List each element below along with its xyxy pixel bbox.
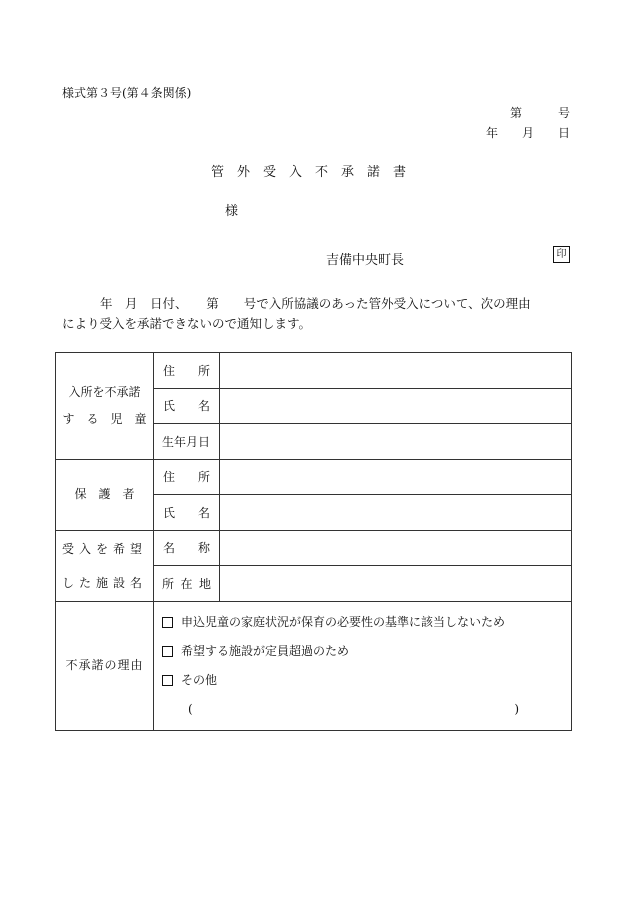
reason-option-3[interactable] xyxy=(162,666,563,695)
child-name-field[interactable] xyxy=(220,388,572,424)
label-char: 称 xyxy=(197,541,210,556)
reason-heading: 不承諾の理由 xyxy=(56,601,154,730)
form-reference: 様式第３号(第４条関係) xyxy=(62,86,192,100)
label-char: 住 xyxy=(163,363,176,378)
reason-option-1[interactable] xyxy=(162,608,563,637)
facility-heading xyxy=(56,530,154,601)
reason-label: 申込児童の家庭状況が保育の必要性の基準に該当しないため xyxy=(181,614,506,629)
label-char: 住 xyxy=(163,470,176,485)
label-char: 氏 xyxy=(163,505,176,520)
label-char: 地 xyxy=(198,576,211,591)
child-heading-line-2: す る 児 童 xyxy=(62,411,147,426)
label-char: 所 xyxy=(197,363,210,378)
reason-label: その他 xyxy=(181,672,218,687)
seal-mark: 印 xyxy=(553,246,570,263)
guardian-name-label xyxy=(154,495,220,531)
checkbox-icon[interactable] xyxy=(162,675,173,686)
label-char: 名 xyxy=(163,541,176,556)
child-address-label xyxy=(154,353,220,389)
label-char: 名 xyxy=(197,399,210,414)
reason-options xyxy=(154,601,572,730)
table-row xyxy=(56,353,572,389)
guardian-address-field[interactable] xyxy=(220,459,572,495)
facility-location-label xyxy=(154,566,220,602)
reason-label: 希望する施設が定員超過のため xyxy=(181,643,350,658)
table-row xyxy=(56,530,572,566)
issuer-name: 吉備中央町長 xyxy=(326,253,405,268)
label-char: 所 xyxy=(162,576,175,591)
notice-line-1: 年 月 日付、 第 号で入所協議のあった管外受入について、次の理由 xyxy=(100,296,531,311)
guardian-heading: 保 護 者 xyxy=(56,459,154,530)
guardian-address-label xyxy=(154,459,220,495)
rejection-table xyxy=(55,352,572,731)
label-char: 氏 xyxy=(163,399,176,414)
table-row xyxy=(56,601,572,730)
reason-option-2[interactable] xyxy=(162,637,563,666)
child-heading-line-1: 入所を不承諾 xyxy=(68,384,141,399)
other-reason-field[interactable] xyxy=(162,695,563,724)
child-birthdate-label: 生年月日 xyxy=(154,424,220,460)
facility-name-field[interactable] xyxy=(220,530,572,566)
label-char: 在 xyxy=(180,576,193,591)
addressee-suffix: 様 xyxy=(225,204,239,219)
document-title: 管外受入不承諾書 xyxy=(210,165,419,180)
facility-location-field[interactable] xyxy=(220,566,572,602)
guardian-name-field[interactable] xyxy=(220,495,572,531)
label-char: 名 xyxy=(197,505,210,520)
facility-name-label xyxy=(154,530,220,566)
facility-heading-line-1: 受入を希望 xyxy=(61,541,147,556)
child-address-field[interactable] xyxy=(220,353,572,389)
child-heading xyxy=(56,353,154,460)
label-char: 所 xyxy=(197,470,210,485)
child-birthdate-field[interactable] xyxy=(220,424,572,460)
document-date-line: 年 月 日 xyxy=(485,126,570,140)
document-number-line: 第 号 xyxy=(509,106,570,120)
facility-heading-line-2: した施設名 xyxy=(61,575,147,590)
paren-open: ( xyxy=(188,701,193,716)
checkbox-icon[interactable] xyxy=(162,617,173,628)
paren-close: ) xyxy=(514,701,519,716)
checkbox-icon[interactable] xyxy=(162,646,173,657)
notice-line-2: により受入を承諾できないので通知します。 xyxy=(62,316,312,331)
table-row xyxy=(56,459,572,495)
child-name-label xyxy=(154,388,220,424)
notice-body xyxy=(62,294,531,334)
